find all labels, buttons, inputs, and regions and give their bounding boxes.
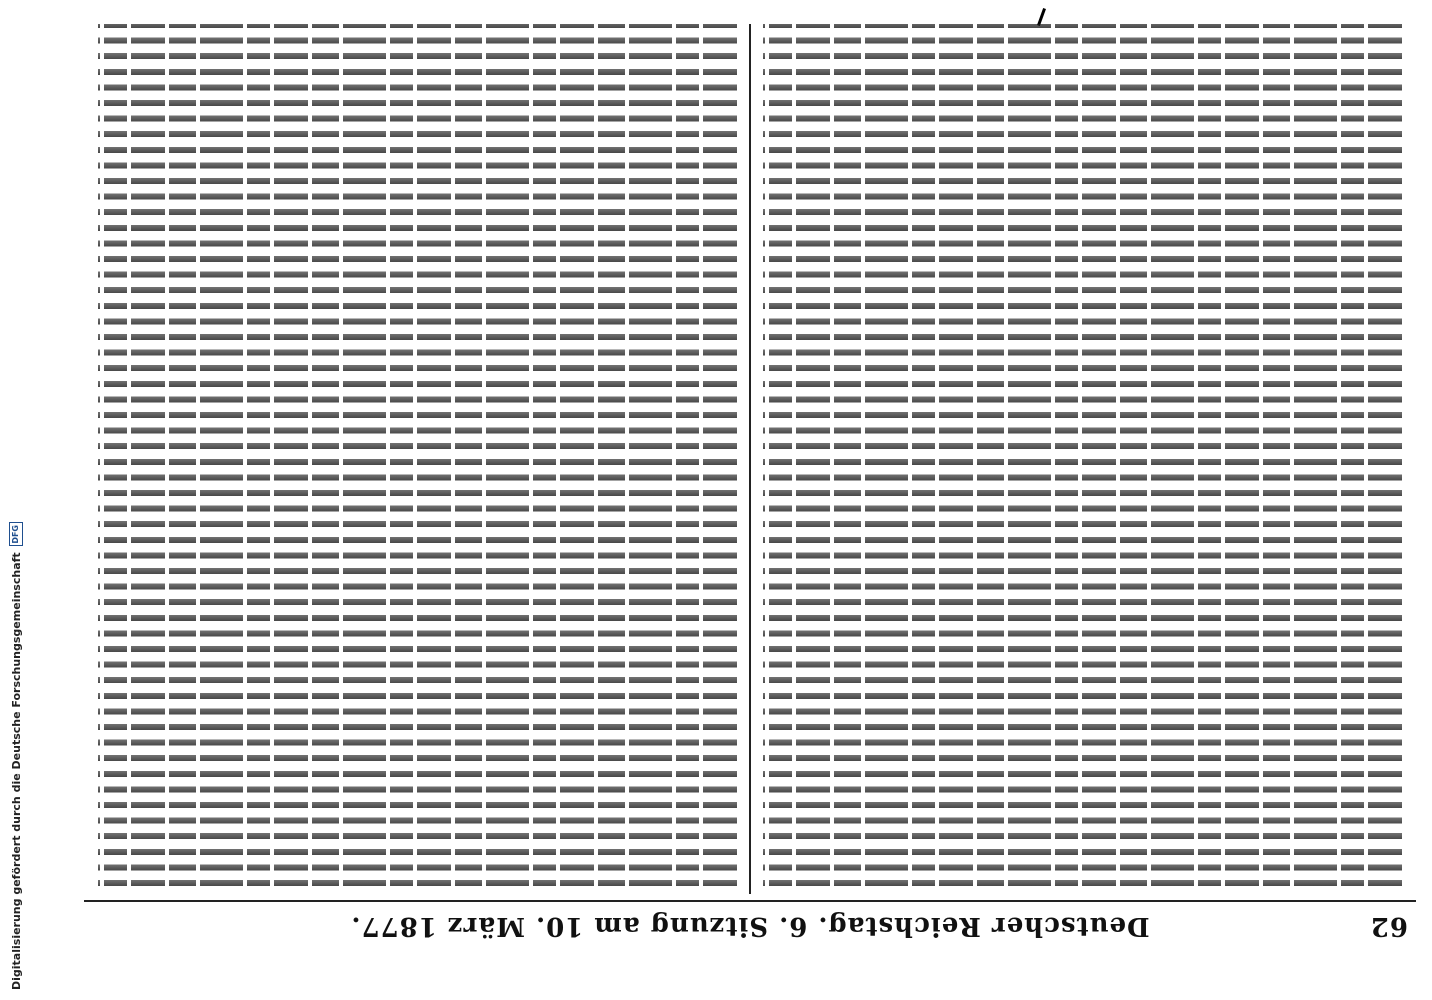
running-head: Deutscher Reichstag. 6. Sitzung am 10. März 1877.	[350, 911, 1150, 941]
text-column-right	[86, 24, 749, 894]
column-text-right	[98, 24, 737, 890]
header-rule	[84, 900, 1416, 902]
scanned-page	[70, 0, 1430, 1000]
text-column-left	[751, 24, 1414, 894]
text-columns	[86, 24, 1414, 894]
dfg-logo-icon: DFG	[9, 522, 23, 546]
column-text-left	[763, 24, 1402, 890]
credit-text: Digitalisierung gefördert durch die Deutsche Forschungsgemeinschaft	[9, 552, 23, 990]
page-number: 62	[1369, 911, 1408, 941]
digitization-credit	[6, 2, 26, 990]
page-header	[70, 904, 1430, 948]
